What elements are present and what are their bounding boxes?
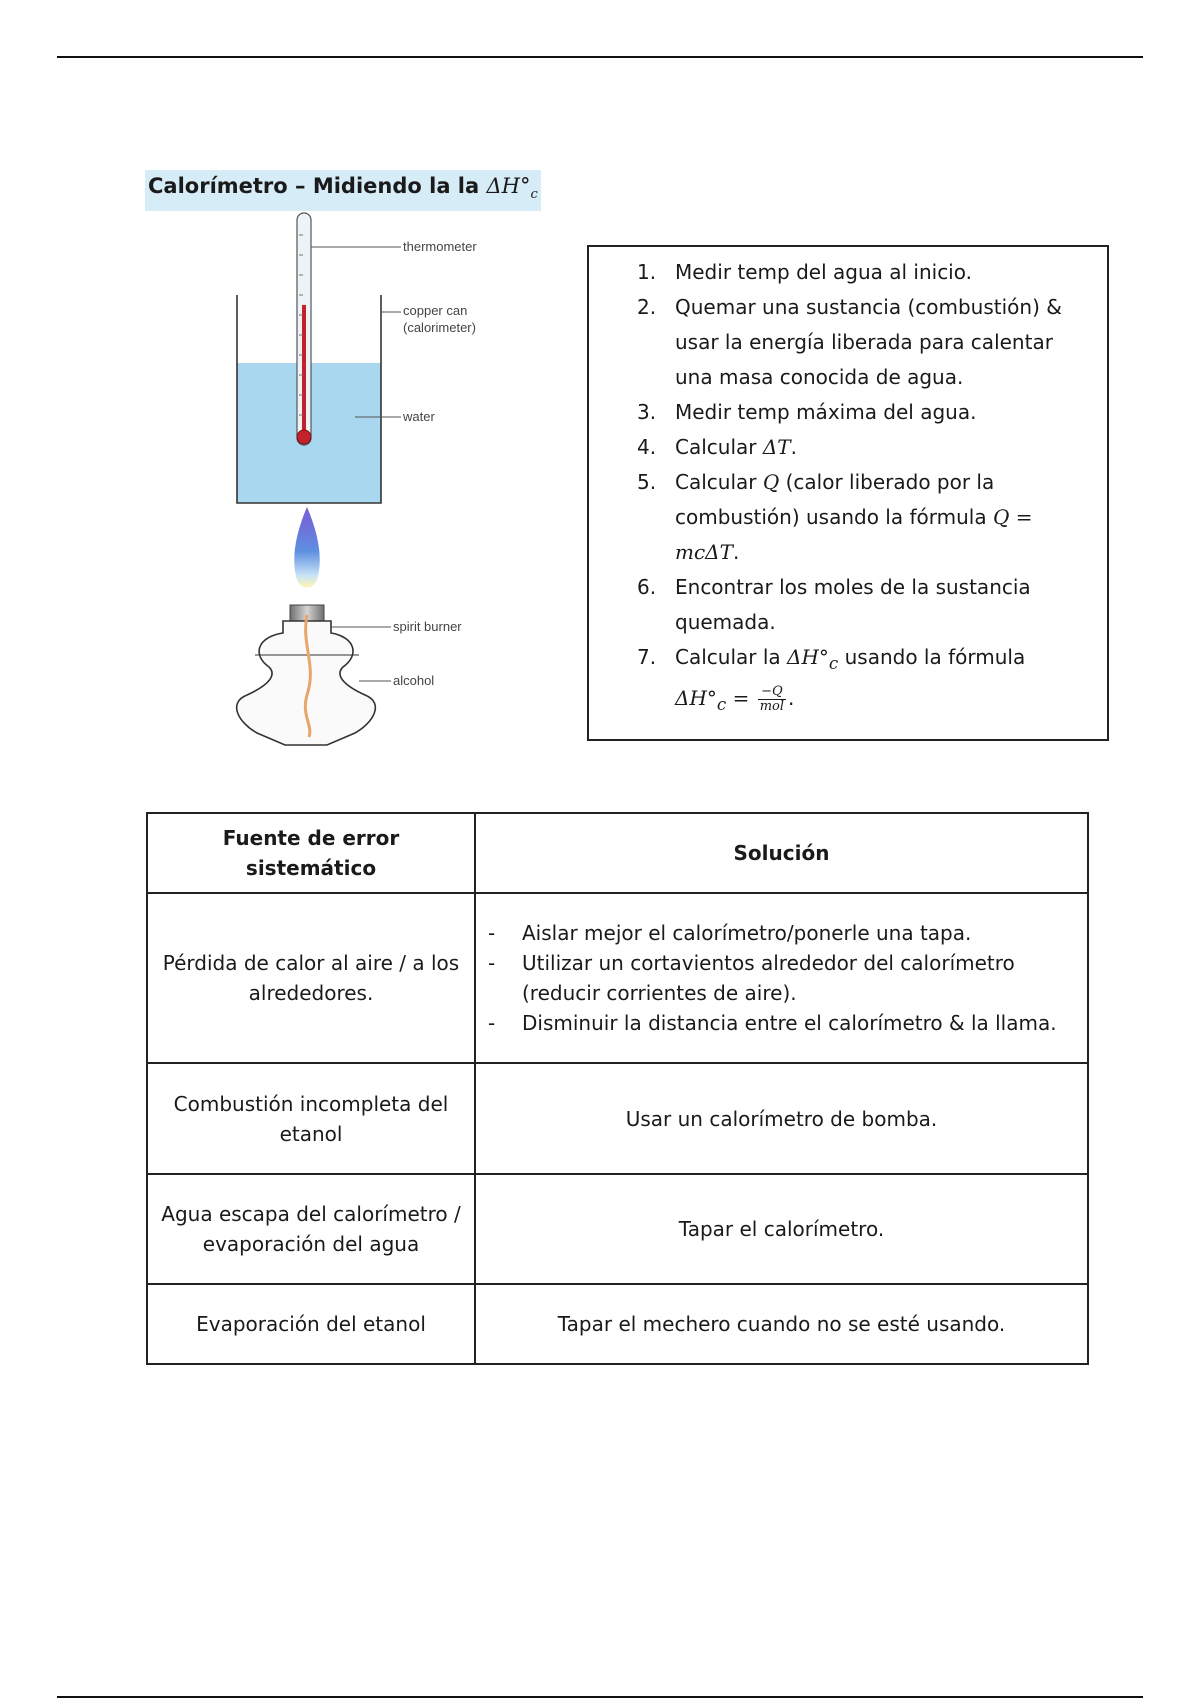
row4-solution: Tapar el mechero cuando no se esté usando. (475, 1284, 1088, 1364)
row2-source: Combustión incompleta del etanol (147, 1063, 475, 1174)
row1-solution (475, 893, 1088, 1063)
row1-source: Pérdida de calor al aire / a los alrededores. (147, 893, 475, 1063)
step-6: 6. Encontrar los moles de la sustancia quemada. (637, 575, 1031, 634)
table-row (147, 893, 1088, 1063)
label-calorimeter: (calorimeter) (403, 320, 476, 335)
row3-source: Agua escapa del calorímetro / evaporación del agua (147, 1174, 475, 1284)
label-water: water (403, 409, 435, 424)
row3-solution: Tapar el calorímetro. (475, 1174, 1088, 1284)
table-header-row (147, 813, 1088, 893)
procedure-box (587, 245, 1109, 741)
row4-source: Evaporación del etanol (147, 1284, 475, 1364)
title-math: $\Delta H^\circ_c$ (486, 174, 538, 203)
solution-bullet: - Aislar mejor el calorímetro/ponerle una tapa. (488, 921, 972, 945)
table-row (147, 1174, 1088, 1284)
step-7: 7. Calcular la $\Delta H^\circ_c$ usando la fórmula $\Delta H^\circ_c$ = $\frac{-Q}{\text{mol}}$ . (637, 645, 1026, 714)
calorimeter-diagram (195, 205, 515, 765)
step-2: 2. Quemar una sustancia (combustión) & usar la energía liberada para calentar una masa conocida de agua. (637, 295, 1062, 389)
header-source: Fuente de error sistemático (147, 813, 475, 893)
footer-rule (57, 1696, 1143, 1698)
label-thermometer: thermometer (403, 239, 477, 254)
enthalpy-formula: $\Delta H^\circ_c$ = $\frac{-Q}{\text{mol}}$ (675, 684, 785, 714)
label-copper-can: copper can (403, 303, 468, 318)
thermometer (297, 213, 311, 445)
flame (294, 507, 320, 588)
solution-bullet: - Utilizar un cortavientos alrededor del calorímetro (reducir corrientes de aire). (488, 951, 1015, 1005)
step-5: 5. Calcular Q (calor liberado por la combustión) usando la fórmula Q = mcΔT. (637, 470, 1033, 564)
step-1: 1. Medir temp del agua al inicio. (637, 260, 972, 284)
label-spirit-burner: spirit burner (393, 619, 462, 634)
procedure-steps (637, 255, 1087, 722)
calorimeter-illustration (195, 205, 515, 765)
label-alcohol: alcohol (393, 673, 435, 688)
header-rule (57, 56, 1143, 58)
row2-solution: Usar un calorímetro de bomba. (475, 1063, 1088, 1174)
header-solution: Solución (475, 813, 1088, 893)
formula-fraction: $\frac{-Q}{\text{mol}}$ (759, 684, 785, 714)
table-row (147, 1284, 1088, 1364)
solution-bullet: - Disminuir la distancia entre el calorímetro & la llama. (488, 1011, 1057, 1035)
step-3: 3. Medir temp máxima del agua. (637, 400, 977, 424)
table-row (147, 1063, 1088, 1174)
error-table (146, 812, 1089, 1365)
title-text: Calorímetro – Midiendo la la (148, 174, 487, 198)
step-4: 4. Calcular ΔT. (637, 435, 797, 459)
